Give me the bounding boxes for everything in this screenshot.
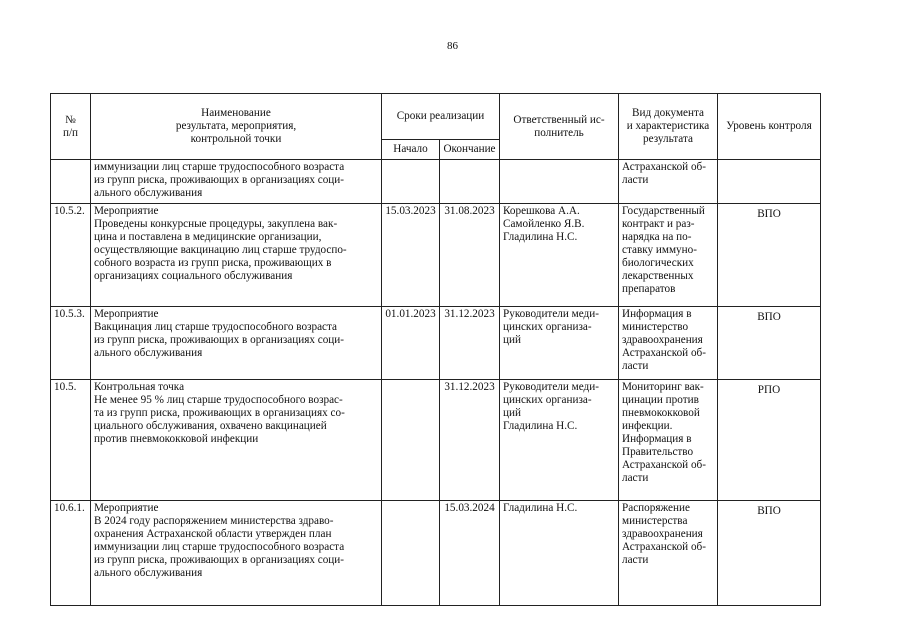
row-end-date: 15.03.2024 xyxy=(440,501,500,606)
row-control-level: ВПО xyxy=(718,307,821,380)
row-end-date: 31.08.2023 xyxy=(440,204,500,307)
row-document: Распоряжение министерства здравоохранения Астраханской об- ласти xyxy=(619,501,718,606)
row-start-date xyxy=(382,380,440,501)
row-responsible: Руководители меди- цинских организа- ций xyxy=(500,307,619,380)
table-header xyxy=(51,94,821,160)
table-row xyxy=(51,160,821,204)
row-number: 10.5.2. xyxy=(51,204,91,307)
header-number: № п/п xyxy=(51,94,91,160)
page-number: 86 xyxy=(447,40,458,52)
row-start-date: 01.01.2023 xyxy=(382,307,440,380)
row-document: Государственный контракт и раз- нарядка на по- ставку иммуно- биологических лекарственных препаратов xyxy=(619,204,718,307)
row-name: Мероприятие Проведены конкурсные процедуры, закуплена вак- цина и поставлена в медицинские организации, осуществляющие вакцинацию лиц старше трудоспо- собного возраста из групп риска, проживающих в организациях социального обслуживания xyxy=(91,204,382,307)
table-row xyxy=(51,380,821,501)
row-control-level: ВПО xyxy=(718,501,821,606)
row-document: Информация в министерство здравоохранения Астраханской об- ласти xyxy=(619,307,718,380)
row-start-date xyxy=(382,160,440,204)
plan-table xyxy=(50,93,821,606)
row-responsible: Корешкова А.А. Самойленко Я.В. Гладилина Н.С. xyxy=(500,204,619,307)
row-end-date: 31.12.2023 xyxy=(440,380,500,501)
row-name: иммунизации лиц старше трудоспособного возраста из групп риска, проживающих в организациях соци- ального обслуживания xyxy=(91,160,382,204)
row-number: 10.5. xyxy=(51,380,91,501)
row-control-level xyxy=(718,160,821,204)
row-start-date xyxy=(382,501,440,606)
row-responsible: Руководители меди- цинских организа- ций Гладилина Н.С. xyxy=(500,380,619,501)
row-name: Мероприятие Вакцинация лиц старше трудоспособного возраста из групп риска, проживающих в организациях соци- ального обслуживания xyxy=(91,307,382,380)
row-control-level: ВПО xyxy=(718,204,821,307)
row-responsible xyxy=(500,160,619,204)
row-end-date xyxy=(440,160,500,204)
row-start-date: 15.03.2023 xyxy=(382,204,440,307)
table-row xyxy=(51,501,821,606)
header-responsible: Ответственный ис- полнитель xyxy=(500,94,619,160)
row-number: 10.5.3. xyxy=(51,307,91,380)
header-end: Окончание xyxy=(440,140,500,160)
header-document: Вид документа и характеристика результата xyxy=(619,94,718,160)
row-name: Мероприятие В 2024 году распоряжением министерства здраво- охранения Астраханской области утвержден план иммунизации лиц старше трудоспособного возраста из групп риска, проживающих в организациях соци- ального обслуживания xyxy=(91,501,382,606)
row-number: 10.6.1. xyxy=(51,501,91,606)
row-number xyxy=(51,160,91,204)
row-document: Мониторинг вак- цинации против пневмококковой инфекции. Информация в Правительство Астраханской об- ласти xyxy=(619,380,718,501)
row-responsible: Гладилина Н.С. xyxy=(500,501,619,606)
row-control-level: РПО xyxy=(718,380,821,501)
header-name: Наименование результата, мероприятия, контрольной точки xyxy=(91,94,382,160)
header-level: Уровень контроля xyxy=(718,94,821,160)
header-dates: Сроки реализации xyxy=(382,94,500,140)
header-start: Начало xyxy=(382,140,440,160)
table-row xyxy=(51,204,821,307)
row-end-date: 31.12.2023 xyxy=(440,307,500,380)
row-name: Контрольная точка Не менее 95 % лиц старше трудоспособного возрас- та из групп риска, проживающих в организациях со- циального обслуживания, охвачено вакцинацией против пневмококковой инфекции xyxy=(91,380,382,501)
row-document: Астраханской об- ласти xyxy=(619,160,718,204)
table-row xyxy=(51,307,821,380)
